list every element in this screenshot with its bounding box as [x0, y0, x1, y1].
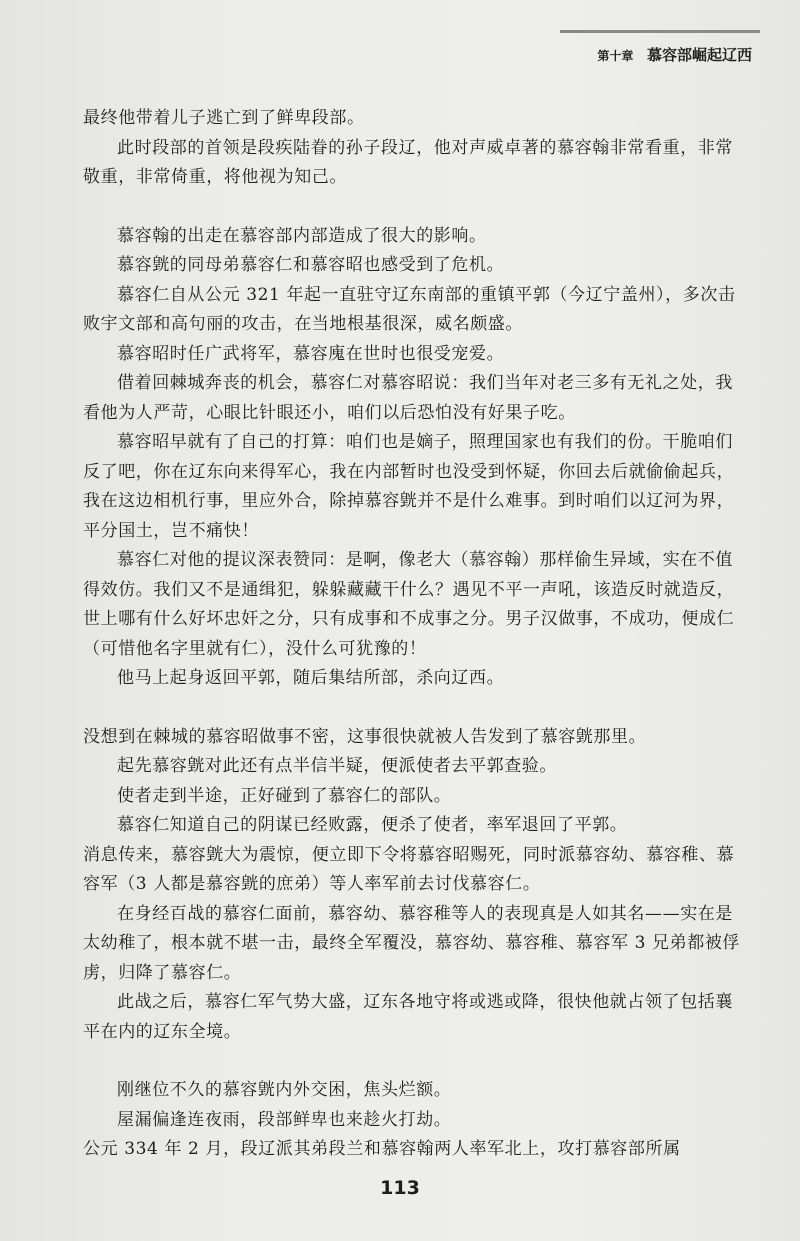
page-number: 113 — [380, 1177, 420, 1199]
paragraph: 此战之后，慕容仁军气势大盛，辽东各地守将或逃或降，很快他就占领了包括襄平在内的辽东全境。 — [83, 992, 733, 1042]
chapter-label: 第十章 — [597, 49, 634, 63]
paragraph: 慕容仁知道自己的阴谋已经败露，便杀了使者，率军退回了平郭。 — [117, 815, 628, 835]
paragraph: 消息传来，慕容皝大为震惊，便立即下令将慕容昭赐死，同时派慕容幼、慕容稚、慕容军（3 人都是慕容皝的庶弟）等人率军前去讨伐慕容仁。 — [83, 844, 735, 894]
paragraph: 慕容昭早就有了自己的打算：咱们也是嫡子，照理国家也有我们的份。干脆咱们反了吧，你在辽东向来得军心，我在内部暂时也没受到怀疑，你回去后就偷偷起兵，我在这边相机行事，里应外合，除掉慕容皝并不是什么难事。到时咱们以辽河为界，平分国土，岂不痛快！ — [83, 432, 735, 541]
paragraph: 慕容仁自从公元 321 年起一直驻守辽东南部的重镇平郭（今辽宁盖州），多次击败宇文部和高句丽的攻击，在当地根基很深，威名颇盛。 — [83, 284, 736, 334]
paragraph: 他马上起身返回平郭，随后集结所部，杀向辽西。 — [117, 668, 505, 688]
paragraph: 慕容昭时任广武将军，慕容廆在世时也很受宠爱。 — [117, 343, 505, 364]
body-text — [83, 104, 747, 1165]
paragraph: 此时段部的首领是段疾陆眷的孙子段辽，他对声威卓著的慕容翰非常看重，非常敬重，非常倚重，将他视为知己。 — [83, 137, 733, 187]
paragraph: 最终他带着儿子逃亡到了鲜卑段部。 — [83, 108, 365, 128]
chapter-title: 慕容部崛起辽西 — [646, 46, 752, 64]
paragraph: 屋漏偏逢连夜雨，段部鲜卑也来趁火打劫。 — [117, 1109, 452, 1130]
paragraph: 慕容皝的同母弟慕容仁和慕容昭也感受到了危机。 — [117, 255, 505, 275]
paragraph: 在身经百战的慕容仁面前，慕容幼、慕容稚等人的表现真是人如其名——实在是太幼稚了，根本就不堪一击，最终全军覆没，慕容幼、慕容稚、慕容军 3 兄弟都被俘虏，归降了慕容仁。 — [83, 903, 741, 983]
header-rule — [560, 30, 760, 33]
paragraph: 刚继位不久的慕容皝内外交困，焦头烂额。 — [117, 1080, 452, 1100]
paragraph: 慕容仁对他的提议深表赞同：是啊，像老大（慕容翰）那样偷生异域，实在不值得效仿。我们又不是通缉犯，躲躲藏藏干什么？遇见不平一声吼，该造反时就造反，世上哪有什么好坏忠奸之分，只有成事和不成事之分。男子汉做事，不成功，便成仁（可惜他名字里就有仁），没什么可犹豫的！ — [83, 550, 735, 659]
paragraph: 没想到在棘城的慕容昭做事不密，这事很快就被人告发到了慕容皝那里。 — [83, 726, 647, 747]
paragraph: 借着回棘城奔丧的机会，慕容仁对慕容昭说：我们当年对老三多有无礼之处，我看他为人严苛，心眼比针眼还小，咱们以后恐怕没有好果子吃。 — [83, 373, 733, 423]
paragraph: 使者走到半途，正好碰到了慕容仁的部队。 — [117, 785, 452, 806]
paragraph: 起先慕容皝对此还有点半信半疑，便派使者去平郭查验。 — [117, 756, 557, 776]
paragraph: 公元 334 年 2 月，段辽派其弟段兰和慕容翰两人率军北上，攻打慕容部所属 — [83, 1139, 681, 1159]
running-header — [597, 44, 752, 65]
paragraph: 慕容翰的出走在慕容部内部造成了很大的影响。 — [117, 225, 487, 246]
